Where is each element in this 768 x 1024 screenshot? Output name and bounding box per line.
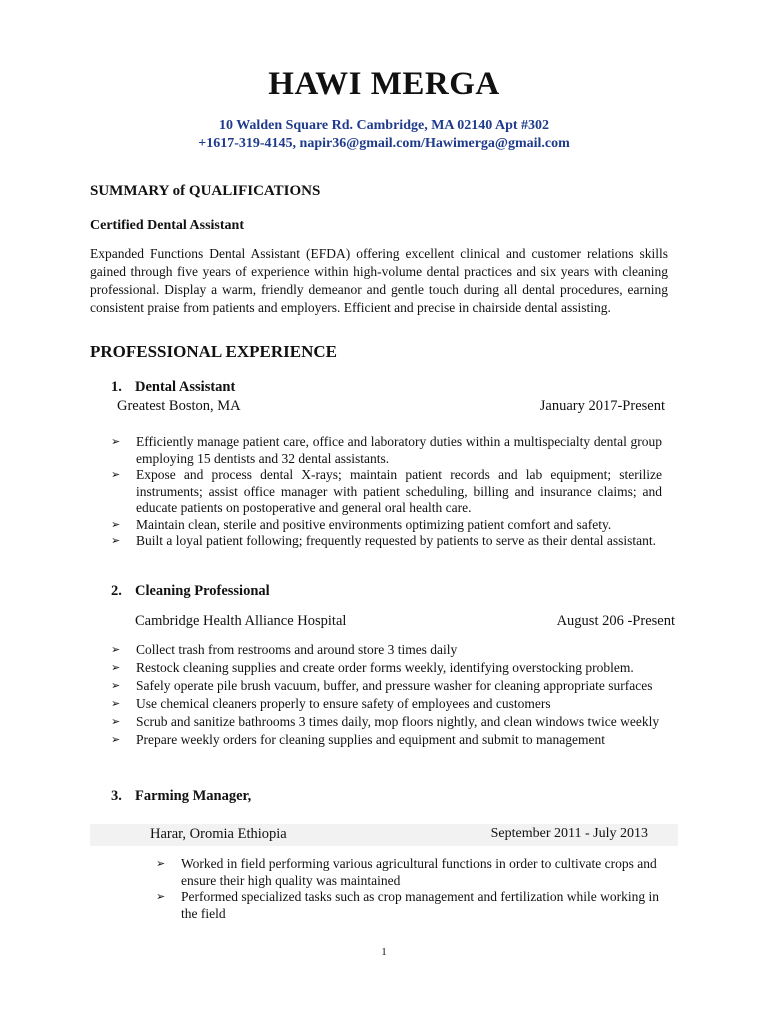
bullet-arrow-icon: ➢: [111, 436, 121, 448]
bullet-arrow-icon: ➢: [111, 716, 121, 728]
summary-text: Expanded Functions Dental Assistant (EFDA) offering excellent clinical and customer relations skills gained through five years of experience within high-volume dental practices and six years with cleaning professional. Display a warm, friendly demeanor and gentle touch during all dental procedures, earning consistent praise from patients and employers. Efficient and precise in chairside dental assisting.: [90, 246, 668, 315]
bullet-arrow-icon: ➢: [111, 680, 121, 692]
job-bullets: [111, 642, 681, 749]
bullet-arrow-icon: ➢: [111, 734, 121, 746]
list-item: ➢ Scrub and sanitize bathrooms 3 times daily, mop floors nightly, and clean windows twice weekly: [111, 714, 660, 729]
list-item: ➢ Maintain clean, sterile and positive environments optimizing patient comfort and safety.: [111, 516, 612, 532]
list-item: ➢ Prepare weekly orders for cleaning supplies and equipment and submit to management: [111, 732, 605, 747]
list-item: ➢ Built a loyal patient following; frequently requested by patients to serve as their dental assistant.: [111, 533, 656, 548]
job-dates: August 206 -Present: [556, 613, 675, 629]
page-number: 1: [381, 946, 387, 958]
job-location: Harar, Oromia Ethiopia: [150, 826, 287, 842]
bullet-arrow-icon: ➢: [156, 858, 166, 870]
bullet-arrow-icon: ➢: [111, 469, 121, 481]
job-number: 3.: [111, 788, 122, 804]
list-item: ➢ Restock cleaning supplies and create order forms weekly, identifying overstocking problem.: [111, 660, 634, 675]
job-bullets: [156, 856, 671, 922]
contact-line: +1617-319-4145, napir36@gmail.com/Hawimerga@gmail.com: [198, 136, 570, 151]
job-number: 2.: [111, 583, 122, 599]
bullet-arrow-icon: ➢: [156, 891, 166, 903]
job-dates: September 2011 - July 2013: [490, 826, 648, 841]
job-location: Greatest Boston, MA: [117, 398, 241, 414]
job-title: [111, 788, 251, 805]
address-line: 10 Walden Square Rd. Cambridge, MA 02140 Apt #302: [218, 118, 550, 133]
job-title-text: Cleaning Professional: [135, 583, 270, 599]
summary-subheading: Certified Dental Assistant: [90, 218, 244, 233]
list-item: ➢ Efficiently manage patient care, office and laboratory duties within a multispecialty dental group employing 15 dentists and 32 dental assistants.: [111, 434, 662, 466]
bullet-arrow-icon: ➢: [111, 662, 121, 674]
list-item: ➢ Expose and process dental X-rays; maintain patient records and lab equipment; sterilize instruments; assist office manager with patient scheduling, billing and insurance claims; and educate patients on postoperative and general oral health care.: [111, 467, 662, 515]
job-title: [111, 379, 235, 396]
list-item: ➢ Worked in field performing various agricultural functions in order to cultivate crops and ensure their high quality was maintained: [156, 856, 657, 888]
bullet-arrow-icon: ➢: [111, 535, 121, 547]
candidate-name: HAWI MERGA: [268, 66, 500, 102]
job-title: [111, 583, 270, 600]
bullet-arrow-icon: ➢: [111, 518, 121, 531]
bullet-arrow-icon: ➢: [111, 644, 121, 656]
job-title-text: Farming Manager,: [135, 788, 252, 804]
bullet-arrow-icon: ➢: [111, 698, 121, 710]
list-item: ➢ Use chemical cleaners properly to ensure safety of employees and customers: [111, 696, 551, 711]
job-bullets: [111, 434, 662, 550]
experience-heading: PROFESSIONAL EXPERIENCE: [90, 342, 338, 361]
job-number: 1.: [111, 379, 122, 395]
job-location: Cambridge Health Alliance Hospital: [135, 613, 347, 629]
list-item: ➢ Collect trash from restrooms and around store 3 times daily: [111, 642, 458, 657]
list-item: ➢ Performed specialized tasks such as crop management and fertilization while working in the field: [156, 889, 659, 921]
list-item: ➢ Safely operate pile brush vacuum, buffer, and pressure washer for cleaning appropriate surfaces: [111, 678, 653, 693]
summary-heading: SUMMARY of QUALIFICATIONS: [90, 183, 321, 199]
job-dates: January 2017-Present: [539, 398, 665, 414]
job-title-text: Dental Assistant: [135, 379, 236, 395]
